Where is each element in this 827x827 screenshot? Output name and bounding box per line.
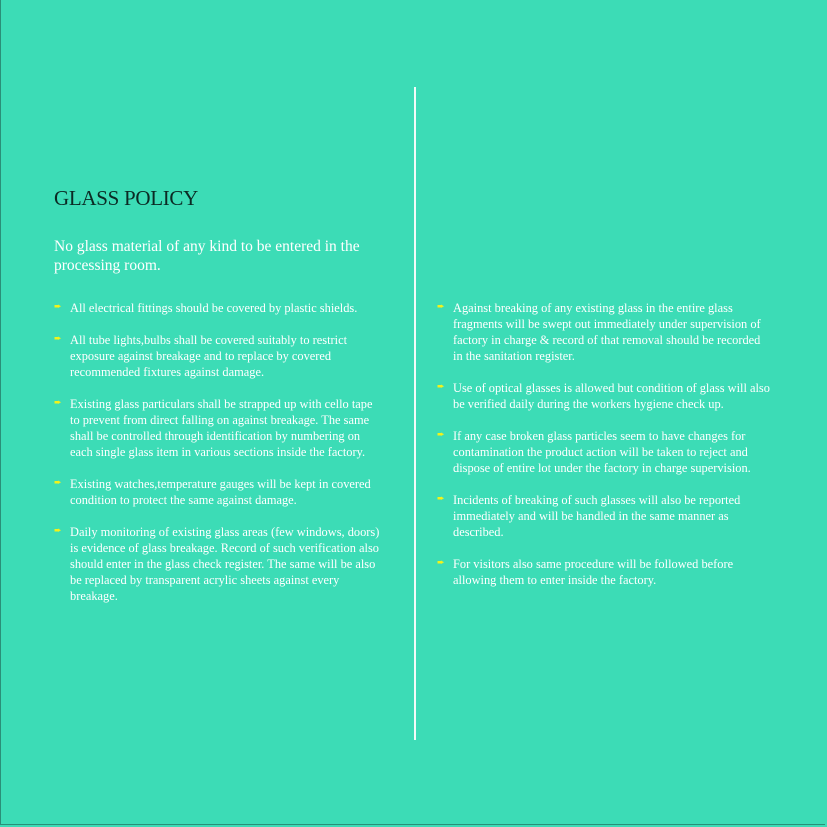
list-item: [437, 380, 772, 412]
arrow-right-icon: ➨: [54, 334, 62, 344]
list-item-text: Existing glass particulars shall be strapped up with cello tape to prevent from direct falling on against breakage. The same shall be controlled through identification by numbering on each single glass item in various sections inside the factory.: [70, 397, 373, 459]
arrow-right-icon: ➨: [54, 302, 62, 312]
arrow-right-icon: ➨: [437, 430, 445, 440]
column-divider: [414, 87, 416, 740]
arrow-right-icon: ➨: [437, 382, 445, 392]
list-item: [437, 556, 772, 588]
list-item-text: All tube lights,bulbs shall be covered suitably to restrict exposure against breakage and to replace by covered recommended fixtures against damage.: [70, 333, 348, 379]
list-item-text: Against breaking of any existing glass in the entire glass fragments will be swept out immediately under supervision of factory in charge & record of that removal should be recorded in the sanitation register.: [453, 301, 761, 363]
list-item: [437, 428, 772, 476]
list-item-text: Daily monitoring of existing glass areas (few windows, doors) is evidence of glass breakage. Record of such verification also should enter in the glass check register. The same will be also be replaced by transparent acrylic sheets against every breakage.: [70, 525, 380, 603]
list-item: [54, 396, 384, 460]
arrow-right-icon: ➨: [54, 526, 62, 536]
arrow-right-icon: ➨: [437, 494, 445, 504]
list-item-text: All electrical fittings should be covered by plastic shields.: [70, 301, 358, 315]
page-title: GLASS POLICY: [54, 186, 199, 210]
list-item-text: If any case broken glass particles seem to have changes for contamination the product action will be taken to reject and dispose of entire lot under the factory in charge supervision.: [453, 429, 751, 475]
list-item: [54, 300, 384, 316]
list-item-text: For visitors also same procedure will be followed before allowing them to enter inside the factory.: [453, 557, 734, 587]
list-item: [54, 476, 384, 508]
arrow-right-icon: ➨: [437, 302, 445, 312]
left-policy-list: [54, 300, 384, 620]
list-item-text: Incidents of breaking of such glasses will also be reported immediately and will be handled in the same manner as described.: [453, 493, 741, 539]
list-item: [54, 332, 384, 380]
list-item-text: Existing watches,temperature gauges will be kept in covered condition to protect the same against damage.: [70, 477, 371, 507]
arrow-right-icon: ➨: [437, 558, 445, 568]
arrow-right-icon: ➨: [54, 478, 62, 488]
intro-text: No glass material of any kind to be entered in the processing room.: [54, 238, 360, 274]
list-item: [54, 524, 384, 604]
list-item: [437, 300, 772, 364]
right-policy-list: [437, 300, 772, 604]
list-item: [437, 492, 772, 540]
arrow-right-icon: ➨: [54, 398, 62, 408]
list-item-text: Use of optical glasses is allowed but condition of glass will also be verified daily during the workers hygiene check up.: [453, 381, 770, 411]
